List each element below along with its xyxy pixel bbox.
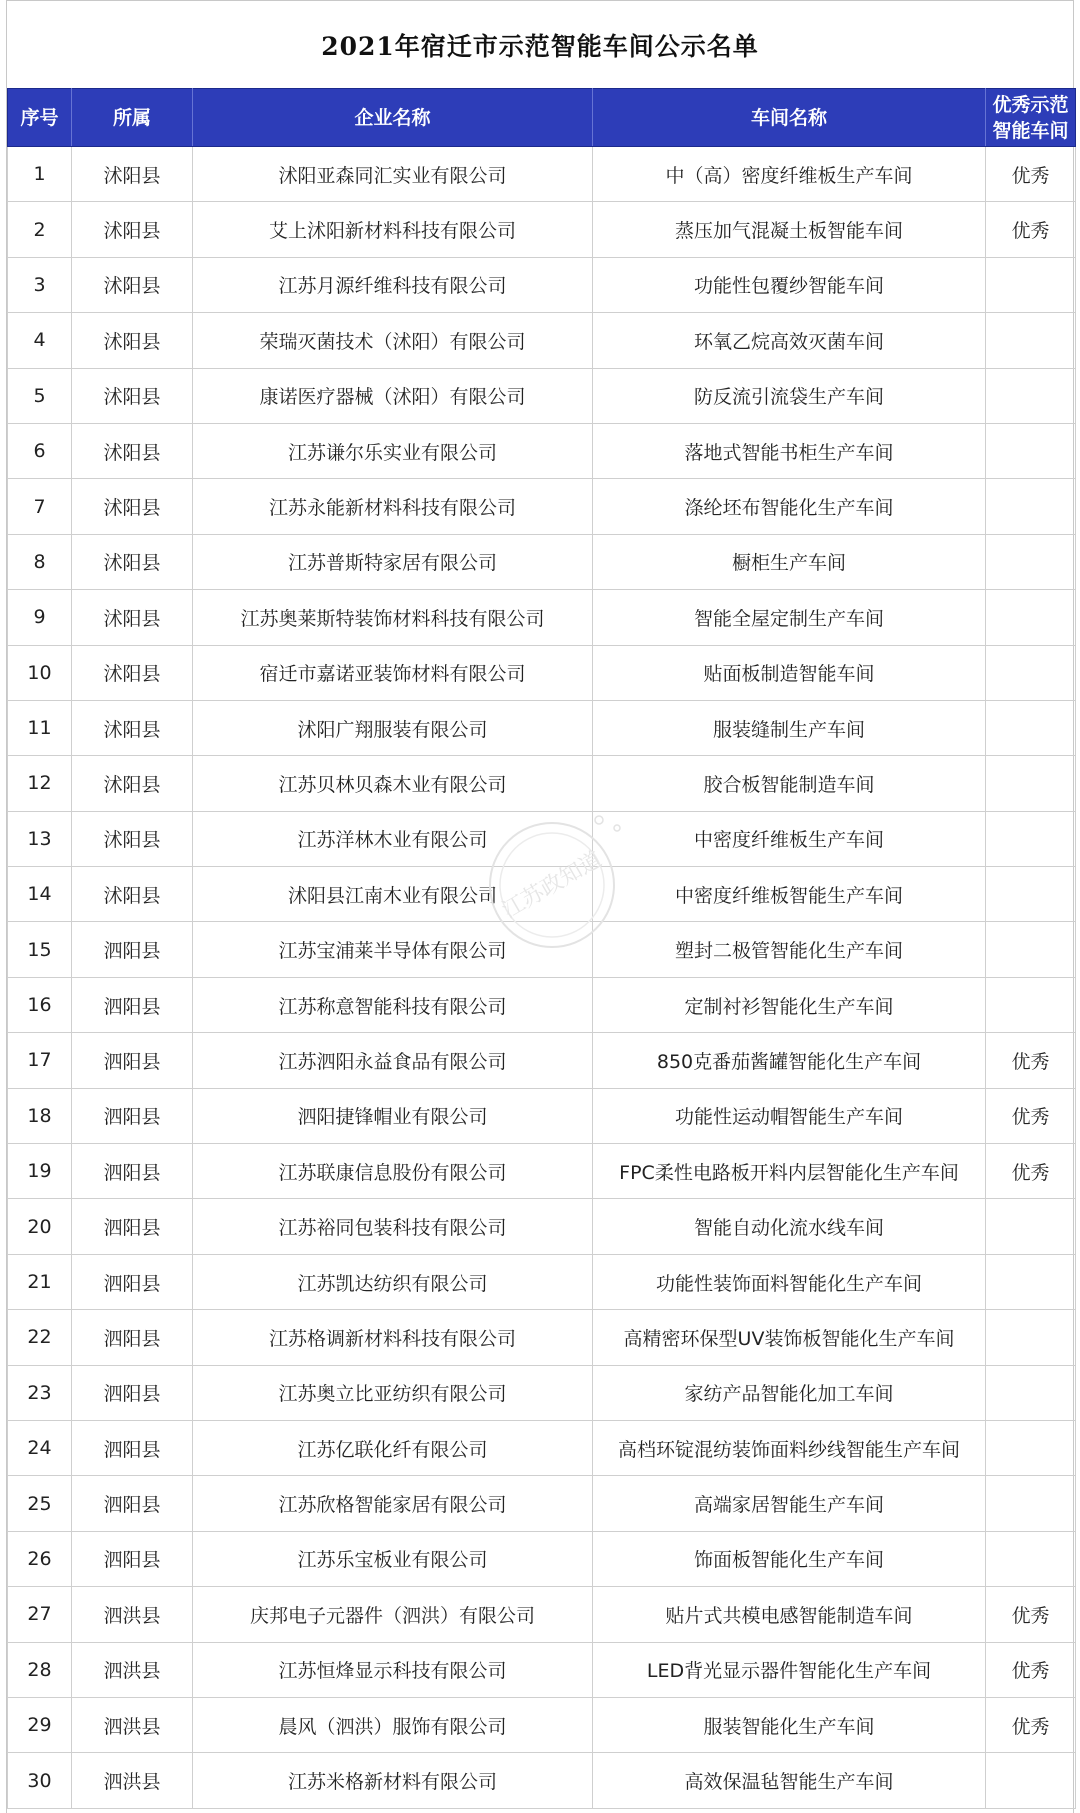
cell-region: 沭阳县: [72, 423, 193, 478]
cell-excellent: [986, 479, 1076, 534]
cell-region: 泗阳县: [72, 1033, 193, 1088]
table-row: [8, 313, 1076, 368]
cell-region: 泗阳县: [72, 1420, 193, 1475]
cell-region: 泗阳县: [72, 1254, 193, 1309]
cell-workshop: 涤纶坯布智能化生产车间: [593, 479, 986, 534]
table-header: [8, 89, 1076, 147]
cell-company: 荣瑞灭菌技术（沭阳）有限公司: [193, 313, 593, 368]
table-row: [8, 202, 1076, 257]
watermark-text: 江苏政知道: [498, 847, 607, 924]
cell-excellent: [986, 534, 1076, 589]
cell-no: 18: [8, 1088, 72, 1143]
cell-region: 泗阳县: [72, 1310, 193, 1365]
table-row: [8, 922, 1076, 977]
header-no: 序号: [8, 89, 72, 147]
cell-excellent: 优秀: [986, 1144, 1076, 1199]
table-row: [8, 1365, 1076, 1420]
cell-no: 20: [8, 1199, 72, 1254]
cell-region: 泗阳县: [72, 922, 193, 977]
cell-company: 泗阳捷锋帽业有限公司: [193, 1088, 593, 1143]
cell-no: 30: [8, 1753, 72, 1808]
table-row: [8, 1642, 1076, 1697]
table-row: [8, 1753, 1076, 1808]
cell-no: 24: [8, 1420, 72, 1475]
cell-no: 14: [8, 867, 72, 922]
cell-excellent: [986, 700, 1076, 755]
cell-company: 艾上沭阳新材料科技有限公司: [193, 202, 593, 257]
cell-excellent: 优秀: [986, 1033, 1076, 1088]
cell-region: 沭阳县: [72, 756, 193, 811]
cell-excellent: [986, 811, 1076, 866]
header-company: 企业名称: [193, 89, 593, 147]
cell-excellent: [986, 1365, 1076, 1420]
cell-excellent: [986, 756, 1076, 811]
cell-workshop: 贴面板制造智能车间: [593, 645, 986, 700]
table-row: [8, 1144, 1076, 1199]
cell-region: 沭阳县: [72, 368, 193, 423]
table-row: [8, 590, 1076, 645]
cell-no: 28: [8, 1642, 72, 1697]
cell-no: 2: [8, 202, 72, 257]
table-row: [8, 1199, 1076, 1254]
cell-excellent: [986, 922, 1076, 977]
cell-company: 江苏洋林木业有限公司: [193, 811, 593, 866]
cell-excellent: [986, 1753, 1076, 1808]
cell-region: 泗洪县: [72, 1642, 193, 1697]
cell-excellent: 优秀: [986, 1642, 1076, 1697]
cell-region: 沭阳县: [72, 147, 193, 202]
cell-company: 江苏宝浦莱半导体有限公司: [193, 922, 593, 977]
cell-excellent: [986, 368, 1076, 423]
cell-excellent: [986, 645, 1076, 700]
cell-region: 沭阳县: [72, 645, 193, 700]
table-row: [8, 700, 1076, 755]
cell-region: 泗阳县: [72, 1531, 193, 1586]
cell-region: 沭阳县: [72, 534, 193, 589]
cell-company: 江苏欣格智能家居有限公司: [193, 1476, 593, 1531]
cell-no: 21: [8, 1254, 72, 1309]
page-title: 2021年宿迁市示范智能车间公示名单: [7, 0, 1073, 88]
cell-region: 沭阳县: [72, 811, 193, 866]
cell-company: 江苏乐宝板业有限公司: [193, 1531, 593, 1586]
cell-excellent: 优秀: [986, 1587, 1076, 1642]
cell-workshop: 饰面板智能化生产车间: [593, 1531, 986, 1586]
cell-excellent: [986, 1531, 1076, 1586]
cell-excellent: [986, 1476, 1076, 1531]
cell-company: 江苏永能新材料科技有限公司: [193, 479, 593, 534]
cell-workshop: LED背光显示器件智能化生产车间: [593, 1642, 986, 1697]
cell-region: 沭阳县: [72, 257, 193, 312]
cell-company: 康诺医疗器械（沭阳）有限公司: [193, 368, 593, 423]
table-body: [8, 147, 1076, 1809]
cell-no: 3: [8, 257, 72, 312]
cell-no: 22: [8, 1310, 72, 1365]
cell-no: 25: [8, 1476, 72, 1531]
cell-workshop: 家纺产品智能化加工车间: [593, 1365, 986, 1420]
cell-region: 泗洪县: [72, 1587, 193, 1642]
cell-excellent: [986, 1199, 1076, 1254]
cell-company: 江苏联康信息股份有限公司: [193, 1144, 593, 1199]
table-row: [8, 1254, 1076, 1309]
table-row: [8, 1420, 1076, 1475]
cell-company: 沭阳广翔服装有限公司: [193, 700, 593, 755]
cell-no: 19: [8, 1144, 72, 1199]
cell-company: 晨风（泗洪）服饰有限公司: [193, 1697, 593, 1752]
document-sheet: [6, 0, 1074, 1813]
cell-region: 沭阳县: [72, 867, 193, 922]
cell-workshop: 功能性运动帽智能生产车间: [593, 1088, 986, 1143]
cell-workshop: 中密度纤维板智能生产车间: [593, 867, 986, 922]
cell-company: 江苏月源纤维科技有限公司: [193, 257, 593, 312]
cell-no: 29: [8, 1697, 72, 1752]
cell-company: 江苏亿联化纤有限公司: [193, 1420, 593, 1475]
cell-workshop: 蒸压加气混凝土板智能车间: [593, 202, 986, 257]
table-row: [8, 1033, 1076, 1088]
cell-no: 16: [8, 977, 72, 1032]
cell-company: 江苏奥立比亚纺织有限公司: [193, 1365, 593, 1420]
table-row: [8, 147, 1076, 202]
header-region: 所属: [72, 89, 193, 147]
cell-workshop: 中密度纤维板生产车间: [593, 811, 986, 866]
cell-excellent: [986, 257, 1076, 312]
cell-workshop: 高效保温毡智能生产车间: [593, 1753, 986, 1808]
cell-workshop: 850克番茄酱罐智能化生产车间: [593, 1033, 986, 1088]
workshop-table: [7, 88, 1076, 1809]
cell-region: 泗阳县: [72, 977, 193, 1032]
cell-excellent: 优秀: [986, 202, 1076, 257]
cell-workshop: 服装智能化生产车间: [593, 1697, 986, 1752]
cell-region: 泗阳县: [72, 1199, 193, 1254]
table-row: [8, 977, 1076, 1032]
cell-company: 沭阳亚森同汇实业有限公司: [193, 147, 593, 202]
cell-excellent: [986, 1254, 1076, 1309]
table-row: [8, 1587, 1076, 1642]
cell-region: 泗阳县: [72, 1476, 193, 1531]
table-row: [8, 645, 1076, 700]
cell-region: 泗洪县: [72, 1753, 193, 1808]
cell-no: 1: [8, 147, 72, 202]
header-workshop: 车间名称: [593, 89, 986, 147]
cell-excellent: [986, 867, 1076, 922]
cell-region: 泗阳县: [72, 1088, 193, 1143]
cell-company: 庆邦电子元器件（泗洪）有限公司: [193, 1587, 593, 1642]
cell-no: 6: [8, 423, 72, 478]
cell-workshop: 环氧乙烷高效灭菌车间: [593, 313, 986, 368]
cell-company: 江苏格调新材料科技有限公司: [193, 1310, 593, 1365]
cell-excellent: [986, 977, 1076, 1032]
cell-workshop: 高档环锭混纺装饰面料纱线智能生产车间: [593, 1420, 986, 1475]
cell-excellent: [986, 313, 1076, 368]
cell-no: 13: [8, 811, 72, 866]
cell-excellent: 优秀: [986, 147, 1076, 202]
cell-company: 江苏恒烽显示科技有限公司: [193, 1642, 593, 1697]
cell-workshop: 胶合板智能制造车间: [593, 756, 986, 811]
cell-company: 江苏贝林贝森木业有限公司: [193, 756, 593, 811]
cell-no: 17: [8, 1033, 72, 1088]
cell-workshop: 功能性装饰面料智能化生产车间: [593, 1254, 986, 1309]
cell-region: 沭阳县: [72, 479, 193, 534]
table-row: [8, 534, 1076, 589]
cell-region: 泗洪县: [72, 1697, 193, 1752]
cell-region: 沭阳县: [72, 590, 193, 645]
table-row: [8, 1310, 1076, 1365]
cell-workshop: FPC柔性电路板开料内层智能化生产车间: [593, 1144, 986, 1199]
cell-excellent: [986, 423, 1076, 478]
cell-workshop: 智能自动化流水线车间: [593, 1199, 986, 1254]
cell-workshop: 高精密环保型UV装饰板智能化生产车间: [593, 1310, 986, 1365]
cell-excellent: [986, 590, 1076, 645]
table-row: [8, 756, 1076, 811]
cell-no: 8: [8, 534, 72, 589]
cell-company: 江苏称意智能科技有限公司: [193, 977, 593, 1032]
table-row: [8, 1531, 1076, 1586]
cell-workshop: 防反流引流袋生产车间: [593, 368, 986, 423]
cell-company: 江苏谦尔乐实业有限公司: [193, 423, 593, 478]
cell-company: 江苏裕同包装科技有限公司: [193, 1199, 593, 1254]
cell-workshop: 服装缝制生产车间: [593, 700, 986, 755]
cell-region: 泗阳县: [72, 1365, 193, 1420]
cell-no: 12: [8, 756, 72, 811]
table-row: [8, 257, 1076, 312]
cell-excellent: [986, 1420, 1076, 1475]
cell-workshop: 橱柜生产车间: [593, 534, 986, 589]
cell-no: 26: [8, 1531, 72, 1586]
table-row: [8, 1088, 1076, 1143]
header-excellent: 优秀示范智能车间: [986, 89, 1076, 147]
cell-company: 江苏普斯特家居有限公司: [193, 534, 593, 589]
cell-workshop: 贴片式共模电感智能制造车间: [593, 1587, 986, 1642]
cell-excellent: 优秀: [986, 1697, 1076, 1752]
cell-company: 江苏奥莱斯特装饰材料科技有限公司: [193, 590, 593, 645]
table-row: [8, 479, 1076, 534]
cell-region: 沭阳县: [72, 313, 193, 368]
cell-workshop: 智能全屋定制生产车间: [593, 590, 986, 645]
cell-excellent: [986, 1310, 1076, 1365]
cell-region: 沭阳县: [72, 202, 193, 257]
cell-no: 11: [8, 700, 72, 755]
cell-no: 9: [8, 590, 72, 645]
header-row: [8, 89, 1076, 147]
cell-workshop: 中（高）密度纤维板生产车间: [593, 147, 986, 202]
table-row: [8, 867, 1076, 922]
cell-company: 江苏泗阳永益食品有限公司: [193, 1033, 593, 1088]
cell-workshop: 功能性包覆纱智能车间: [593, 257, 986, 312]
table-row: [8, 368, 1076, 423]
cell-no: 10: [8, 645, 72, 700]
table-row: [8, 423, 1076, 478]
cell-no: 15: [8, 922, 72, 977]
table-row: [8, 1697, 1076, 1752]
cell-company: 宿迁市嘉诺亚装饰材料有限公司: [193, 645, 593, 700]
cell-company: 沭阳县江南木业有限公司: [193, 867, 593, 922]
cell-workshop: 落地式智能书柜生产车间: [593, 423, 986, 478]
cell-company: 江苏米格新材料有限公司: [193, 1753, 593, 1808]
table-row: [8, 811, 1076, 866]
cell-no: 4: [8, 313, 72, 368]
cell-excellent: 优秀: [986, 1088, 1076, 1143]
table-row: [8, 1476, 1076, 1531]
cell-region: 泗阳县: [72, 1144, 193, 1199]
cell-no: 7: [8, 479, 72, 534]
cell-no: 5: [8, 368, 72, 423]
cell-no: 23: [8, 1365, 72, 1420]
cell-region: 沭阳县: [72, 700, 193, 755]
cell-workshop: 塑封二极管智能化生产车间: [593, 922, 986, 977]
cell-workshop: 高端家居智能生产车间: [593, 1476, 986, 1531]
cell-workshop: 定制衬衫智能化生产车间: [593, 977, 986, 1032]
cell-no: 27: [8, 1587, 72, 1642]
cell-company: 江苏凯达纺织有限公司: [193, 1254, 593, 1309]
